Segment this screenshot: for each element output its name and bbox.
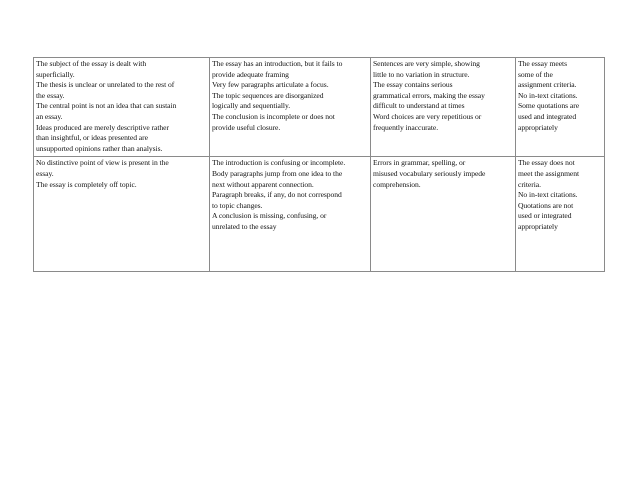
cell-text-line: than insightful, or ideas presented are <box>36 133 148 143</box>
cell-text-line: The essay has an introduction, but it fails to <box>212 59 343 68</box>
rubric-cell-content <box>34 58 210 157</box>
rubric-row <box>34 58 605 157</box>
rubric-cell-organization <box>210 58 371 157</box>
cell-text-line: provide useful closure. <box>212 122 281 132</box>
cell-text-line: comprehension. <box>373 179 421 189</box>
cell-text-line: appropriately <box>518 221 558 231</box>
cell-text-line: The essay does not <box>518 158 575 168</box>
cell-text-line: Very few paragraphs articulate a focus. <box>212 80 329 90</box>
cell-text-line: unsupported opinions rather than analysis. <box>36 143 163 153</box>
cell-text-line: grammatical errors, making the essay <box>373 90 485 100</box>
cell-text-line: used or integrated <box>518 211 572 221</box>
cell-text-line: Paragraph breaks, if any, do not correspond <box>212 190 342 200</box>
cell-text-line: little to no variation in structure. <box>373 69 470 79</box>
cell-text-line: The central point is not an idea that can sustain <box>36 101 177 111</box>
rubric-cell-content <box>34 157 210 272</box>
cell-text-line: Errors in grammar, spelling, or <box>373 158 466 168</box>
cell-text-line: next without apparent connection. <box>212 179 314 189</box>
rubric-table <box>33 57 605 272</box>
cell-text-line: used and integrated <box>518 111 577 121</box>
cell-text-line: some of the <box>518 69 553 79</box>
cell-text-line: The subject of the essay is dealt with <box>36 59 147 68</box>
rubric-cell-criteria <box>516 58 605 157</box>
cell-text-line: The essay contains serious <box>373 80 453 90</box>
cell-text-line: Word choices are very repetitious or <box>373 111 482 121</box>
rubric-row <box>34 157 605 272</box>
cell-text-line: assignment criteria. <box>518 80 577 90</box>
cell-text-line: No in-text citations. <box>518 90 578 100</box>
cell-text-line: Some quotations are <box>518 101 580 111</box>
cell-text-line: Sentences are very simple, showing <box>373 59 480 68</box>
cell-text-line: criteria. <box>518 179 541 189</box>
cell-text-line: essay. <box>36 168 54 178</box>
cell-text-line: Body paragraphs jump from one idea to the <box>212 168 343 178</box>
cell-text-line: appropriately <box>518 122 558 132</box>
cell-text-line: misused vocabulary seriously impede <box>373 168 486 178</box>
cell-text-line: The topic sequences are disorganized <box>212 90 324 100</box>
cell-text-line: superficially. <box>36 69 75 79</box>
cell-text-line: meet the assignment <box>518 168 580 178</box>
cell-text-line: The essay meets <box>518 59 568 68</box>
rubric-cell-mechanics <box>371 157 516 272</box>
cell-text-line: Ideas produced are merely descriptive rather <box>36 122 169 132</box>
cell-text-line: unrelated to the essay <box>212 221 277 231</box>
cell-text-line: frequently inaccurate. <box>373 122 439 132</box>
cell-text-line: A conclusion is missing, confusing, or <box>212 211 327 221</box>
cell-text-line: provide adequate framing <box>212 69 289 79</box>
cell-text-line: difficult to understand at times <box>373 101 465 111</box>
cell-text-line: the essay. <box>36 90 65 100</box>
cell-text-line: The essay is completely off topic. <box>36 179 137 189</box>
cell-text-line: Quotations are not <box>518 200 574 210</box>
rubric-cell-organization <box>210 157 371 272</box>
rubric-cell-criteria <box>516 157 605 272</box>
cell-text-line: to topic changes. <box>212 200 263 210</box>
cell-text-line: No distinctive point of view is present in the <box>36 158 169 168</box>
cell-text-line: an essay. <box>36 111 63 121</box>
cell-text-line: logically and sequentially. <box>212 101 291 111</box>
cell-text-line: No in-text citations. <box>518 190 578 200</box>
rubric-cell-mechanics <box>371 58 516 157</box>
cell-text-line: The thesis is unclear or unrelated to the rest of <box>36 80 175 90</box>
cell-text-line: The introduction is confusing or incomplete. <box>212 158 346 168</box>
cell-text-line: The conclusion is incomplete or does not <box>212 111 335 121</box>
